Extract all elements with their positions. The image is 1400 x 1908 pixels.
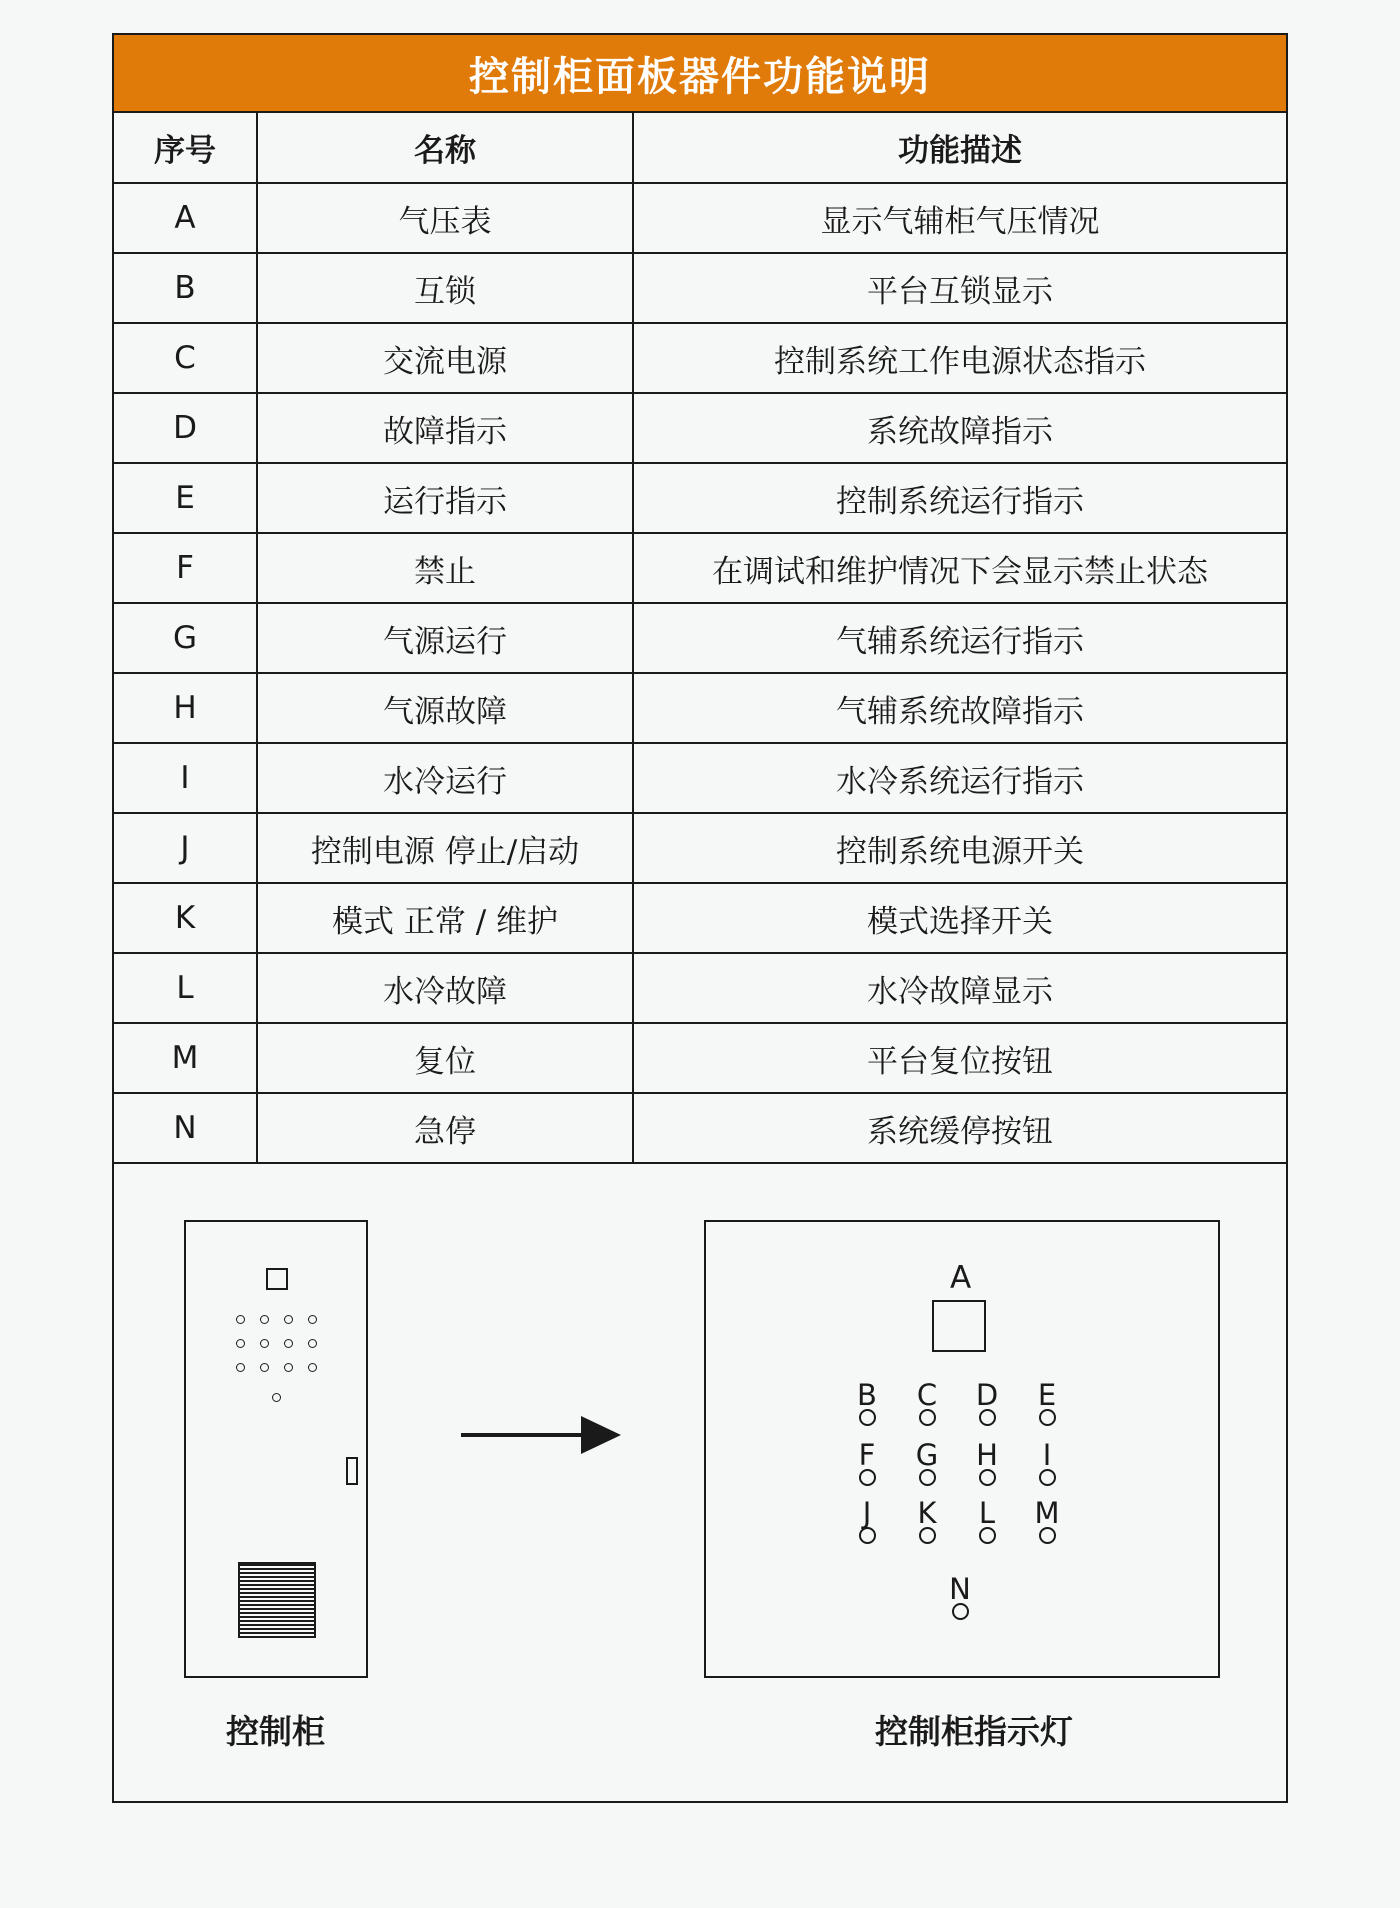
indicator-g: [912, 1440, 942, 1486]
indicator-label: I: [1042, 1438, 1052, 1472]
row-name: 故障指示: [257, 393, 633, 463]
indicator-n: [945, 1574, 975, 1620]
air-pressure-gauge: [932, 1300, 986, 1352]
indicator-m: [1032, 1498, 1062, 1544]
document-title: 控制柜面板器件功能说明: [114, 35, 1286, 113]
cabinet-indicator-dot: [284, 1363, 293, 1372]
row-name: 急停: [257, 1093, 633, 1163]
indicator-k: [912, 1498, 942, 1544]
cabinet-indicator-dot: [308, 1339, 317, 1348]
panel-caption: 控制柜指示灯: [875, 1712, 1073, 1751]
cabinet-indicator-dot: [284, 1315, 293, 1324]
row-description: 水冷故障显示: [633, 953, 1286, 1023]
table-row: [114, 253, 1286, 323]
row-index: C: [114, 323, 257, 393]
cabinet-indicator-dot: [236, 1315, 245, 1324]
indicator-label: K: [917, 1496, 937, 1530]
function-description-sheet: [112, 33, 1288, 1803]
row-description: 控制系统工作电源状态指示: [633, 323, 1286, 393]
table-row: [114, 393, 1286, 463]
table-row: [114, 463, 1286, 533]
cabinet-indicator-dot: [272, 1393, 281, 1402]
cabinet-indicator-dot: [284, 1339, 293, 1348]
table-row: [114, 1093, 1286, 1163]
row-index: I: [114, 743, 257, 813]
indicator-d: [972, 1380, 1002, 1426]
cabinet-indicator-dot: [308, 1363, 317, 1372]
header-name: 名称: [257, 113, 633, 183]
table-row: [114, 533, 1286, 603]
header-index: 序号: [114, 113, 257, 183]
control-cabinet-drawing: [184, 1220, 368, 1678]
row-name: 交流电源: [257, 323, 633, 393]
component-table: [114, 113, 1286, 1164]
cabinet-indicator-dot: [308, 1315, 317, 1324]
cabinet-door-handle: [346, 1457, 358, 1485]
row-name: 运行指示: [257, 463, 633, 533]
arrow-right-icon: [459, 1412, 625, 1458]
table-header-row: [114, 113, 1286, 183]
row-index: K: [114, 883, 257, 953]
row-index: B: [114, 253, 257, 323]
indicator-h: [972, 1440, 1002, 1486]
row-description: 控制系统运行指示: [633, 463, 1286, 533]
table-row: [114, 883, 1286, 953]
row-index: L: [114, 953, 257, 1023]
cabinet-caption: 控制柜: [226, 1712, 325, 1751]
table-row: [114, 183, 1286, 253]
indicator-label: G: [915, 1438, 939, 1472]
row-name: 禁止: [257, 533, 633, 603]
gauge-label: A: [950, 1260, 972, 1296]
row-index: H: [114, 673, 257, 743]
table-row: [114, 953, 1286, 1023]
indicator-i: [1032, 1440, 1062, 1486]
row-index: J: [114, 813, 257, 883]
indicator-e: [1032, 1380, 1062, 1426]
cabinet-indicator-dot: [236, 1339, 245, 1348]
indicator-label: E: [1037, 1378, 1057, 1412]
row-description: 在调试和维护情况下会显示禁止状态: [633, 533, 1286, 603]
table-row: [114, 813, 1286, 883]
row-description: 控制系统电源开关: [633, 813, 1286, 883]
row-index: G: [114, 603, 257, 673]
indicator-label: F: [858, 1438, 876, 1472]
indicator-j: [852, 1498, 882, 1544]
indicator-panel-drawing: [704, 1220, 1220, 1678]
table-row: [114, 1023, 1286, 1093]
indicator-label: C: [916, 1378, 938, 1412]
row-description: 气辅系统故障指示: [633, 673, 1286, 743]
header-description: 功能描述: [633, 113, 1286, 183]
row-description: 水冷系统运行指示: [633, 743, 1286, 813]
indicator-f: [852, 1440, 882, 1486]
table-row: [114, 603, 1286, 673]
row-name: 水冷故障: [257, 953, 633, 1023]
row-name: 复位: [257, 1023, 633, 1093]
row-name: 气源故障: [257, 673, 633, 743]
indicator-label: H: [976, 1438, 998, 1472]
table-row: [114, 743, 1286, 813]
row-description: 气辅系统运行指示: [633, 603, 1286, 673]
cabinet-vent-grille: [238, 1562, 316, 1638]
table-row: [114, 323, 1286, 393]
row-name: 气源运行: [257, 603, 633, 673]
row-index: F: [114, 533, 257, 603]
cabinet-gauge-window: [266, 1268, 288, 1290]
cabinet-indicator-dot: [260, 1363, 269, 1372]
cabinet-indicator-dot: [260, 1315, 269, 1324]
indicator-label: J: [862, 1496, 872, 1530]
indicator-b: [852, 1380, 882, 1426]
row-name: 控制电源 停止/启动: [257, 813, 633, 883]
row-description: 平台互锁显示: [633, 253, 1286, 323]
indicator-l: [972, 1498, 1002, 1544]
indicator-label: N: [949, 1572, 971, 1606]
indicator-label: B: [857, 1378, 877, 1412]
row-description: 系统故障指示: [633, 393, 1286, 463]
indicator-c: [912, 1380, 942, 1426]
row-index: D: [114, 393, 257, 463]
row-description: 系统缓停按钮: [633, 1093, 1286, 1163]
row-index: E: [114, 463, 257, 533]
row-description: 模式选择开关: [633, 883, 1286, 953]
row-name: 水冷运行: [257, 743, 633, 813]
indicator-label: L: [978, 1496, 996, 1530]
cabinet-indicator-dot: [260, 1339, 269, 1348]
diagram-section: [114, 1164, 1286, 1807]
table-row: [114, 673, 1286, 743]
row-description: 平台复位按钮: [633, 1023, 1286, 1093]
row-index: M: [114, 1023, 257, 1093]
row-name: 模式 正常 / 维护: [257, 883, 633, 953]
row-description: 显示气辅柜气压情况: [633, 183, 1286, 253]
row-name: 互锁: [257, 253, 633, 323]
indicator-label: M: [1034, 1496, 1060, 1530]
row-name: 气压表: [257, 183, 633, 253]
row-index: N: [114, 1093, 257, 1163]
cabinet-indicator-dot: [236, 1363, 245, 1372]
indicator-label: D: [975, 1378, 999, 1412]
row-index: A: [114, 183, 257, 253]
